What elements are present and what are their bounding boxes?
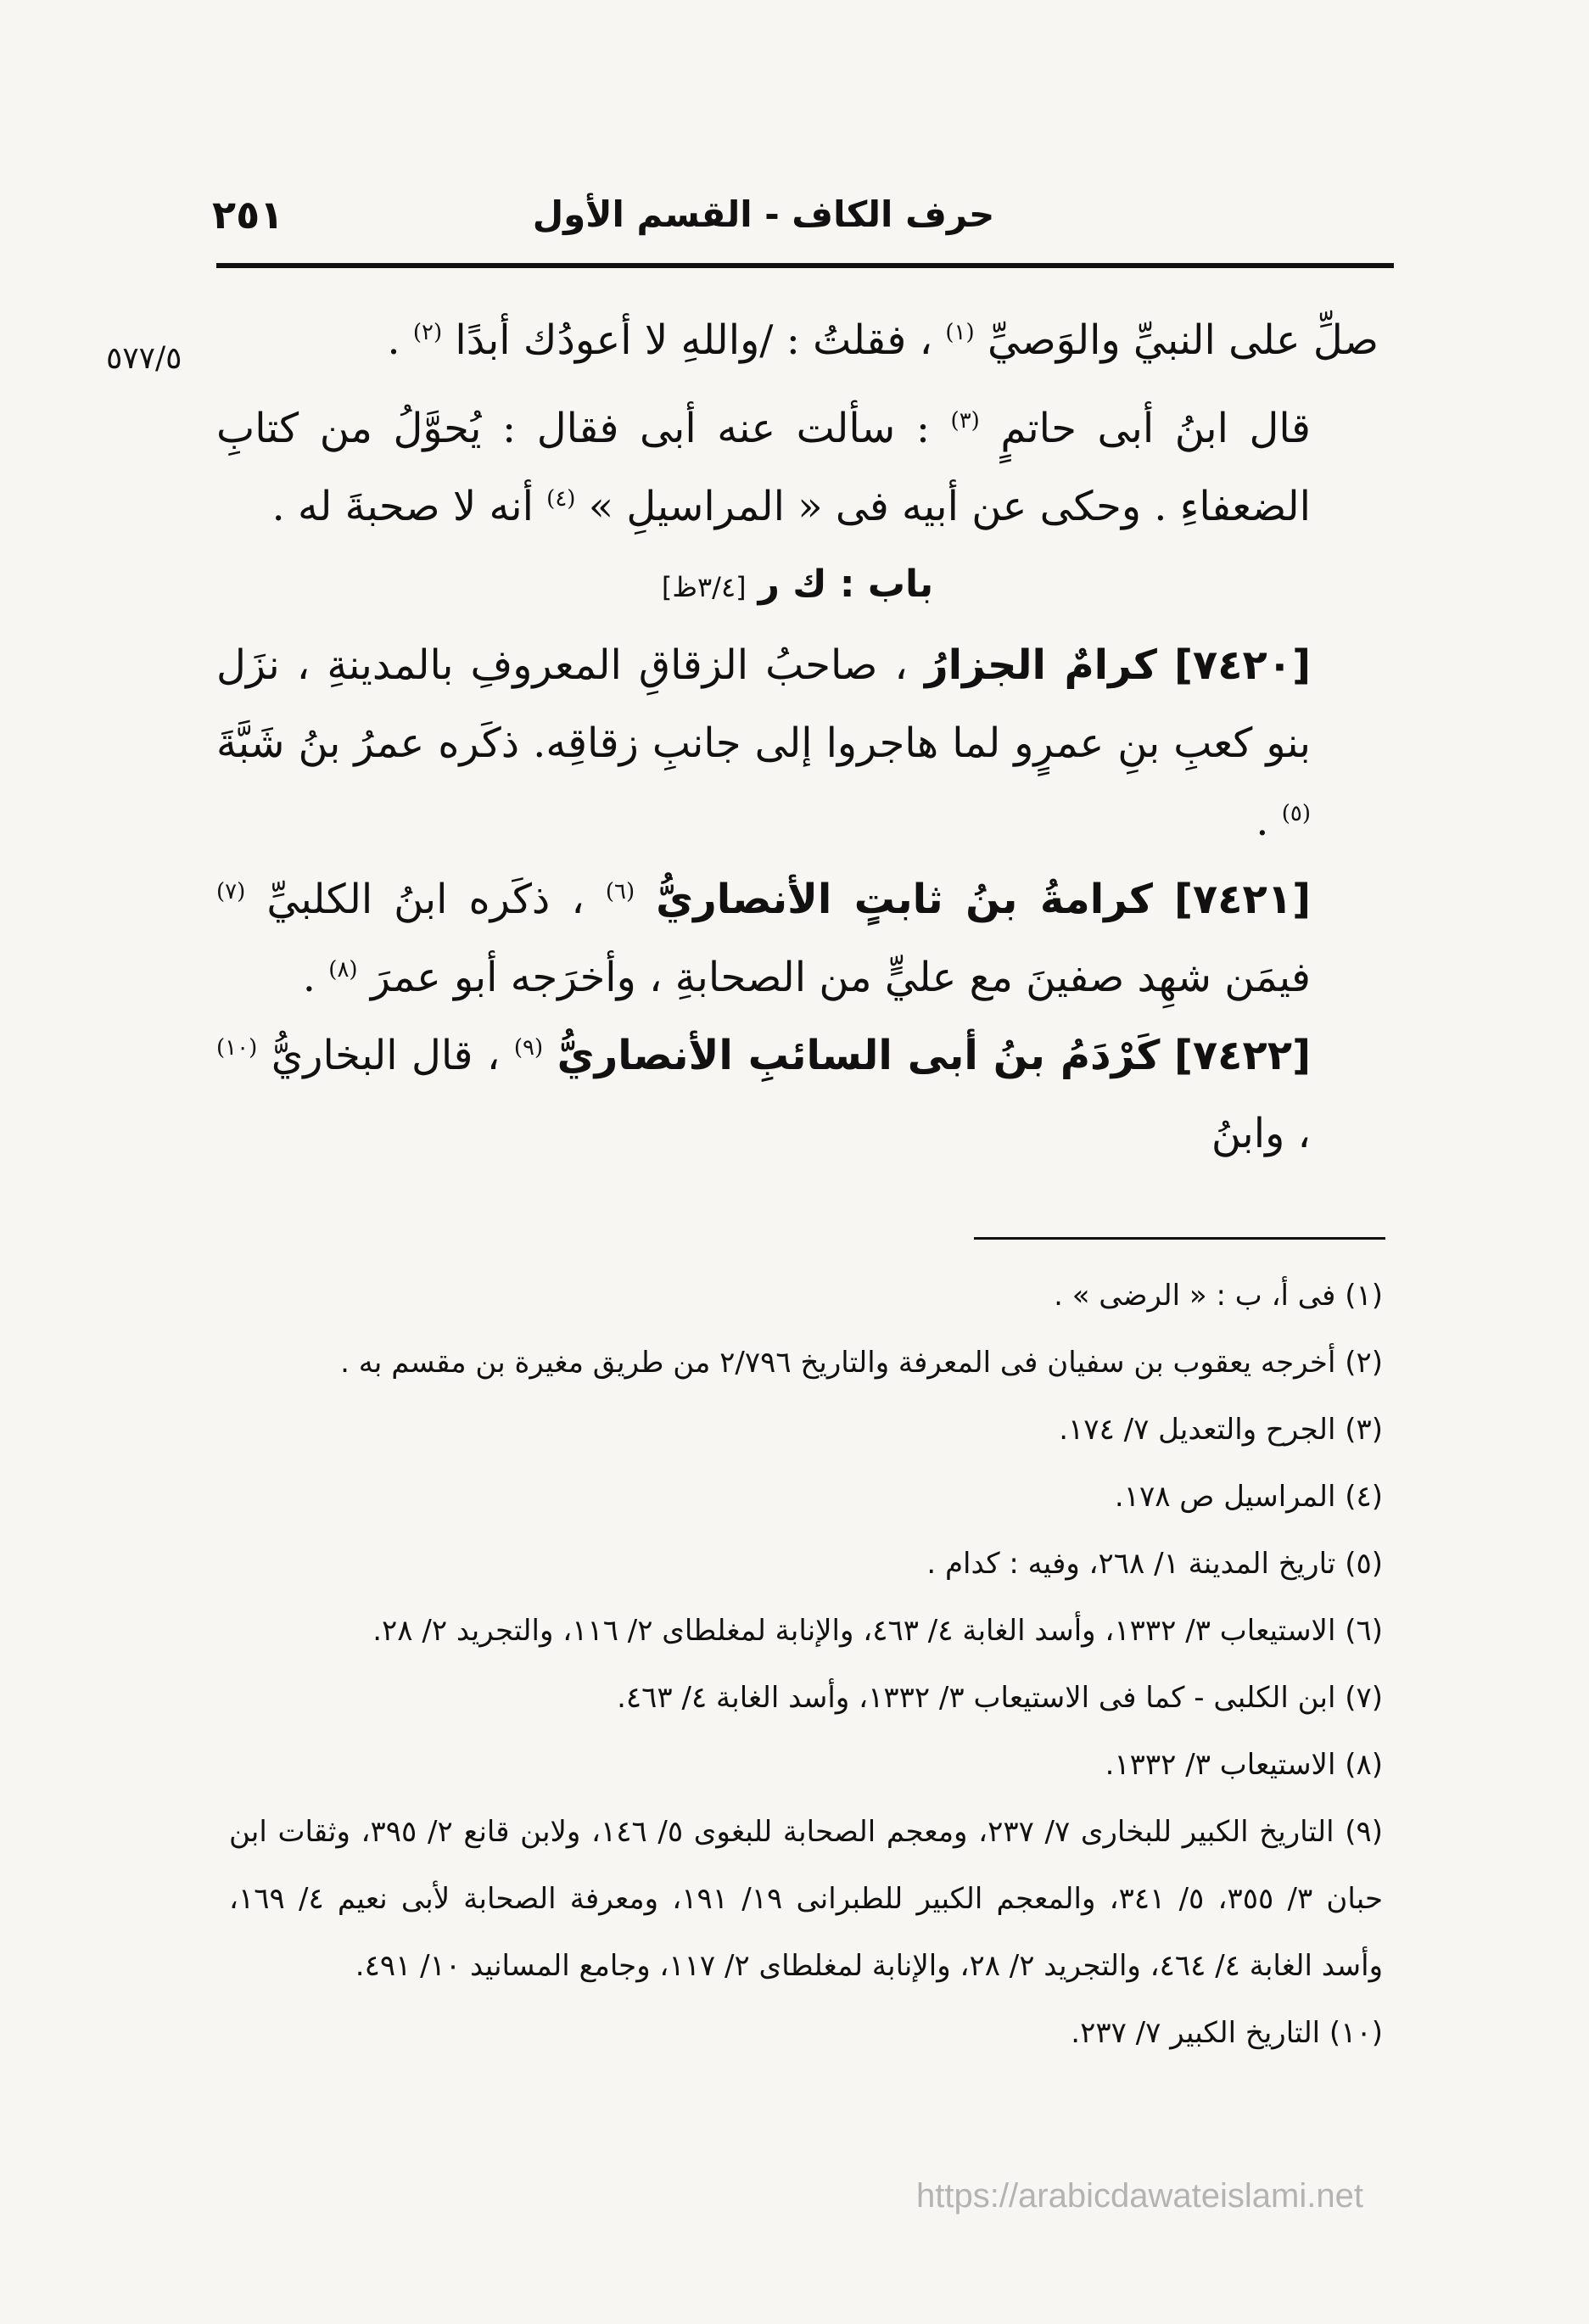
entry-number: [٧٤٢١] <box>1173 876 1312 923</box>
entry-7422: [٧٤٢٢] كَرْدَمُ بنُ أبى السائبِ الأنصاريُّ $^{(٩)}$ ، قال البخاريُّ $^{(١٠)}$ ، وابنُ <box>216 1032 1311 1157</box>
footnote: (٦) الاستيعاب ٣/ ١٣٣٢، وأسد الغابة ٤/ ٤٦٣، والإنابة لمغلطاى ٢/ ١١٦، والتجريد ٢/ ٢٨. <box>372 1614 1383 1648</box>
footnote: (١٠) التاريخ الكبير ٧/ ٢٣٧. <box>1071 2016 1383 2050</box>
footnote: (٧) ابن الكلبى - كما فى الاستيعاب ٣/ ١٣٣٢، وأسد الغابة ٤/ ٤٦٣. <box>617 1681 1383 1715</box>
running-header-title: حرف الكاف - القسم الأول <box>532 193 995 235</box>
watermark-url: https://arabicdawateislami.net <box>916 2177 1363 2215</box>
footnote-ref: (٤) <box>546 486 576 512</box>
footnote-ref: (١) <box>945 320 975 345</box>
entry-name: كرامةُ بنُ ثابتٍ الأنصاريُّ <box>656 876 1153 923</box>
entry-name: كَرْدَمُ بنُ أبى السائبِ الأنصاريُّ <box>557 1032 1161 1079</box>
body-text <box>216 301 1379 1173</box>
footnote-ref: (٣) <box>950 408 980 434</box>
footnote: (٣) الجرح والتعديل ٧/ ١٧٤. <box>1059 1413 1383 1447</box>
page-number: ٢٥١ <box>212 192 284 238</box>
header-rule <box>216 263 1394 268</box>
footnotes <box>229 1263 1383 2067</box>
footnote: (٥) تاريخ المدينة ١/ ٢٦٨، وفيه : كدام . <box>926 1547 1383 1581</box>
entry-name: كرامٌ الجزارُ <box>924 641 1157 689</box>
entry-number: [٧٤٢٢] <box>1173 1032 1311 1079</box>
footnote-ref: (٦) <box>605 879 635 904</box>
section-heading-ref: [٣/٤ظ] <box>661 571 747 603</box>
footnote-ref: (٧) <box>216 879 246 904</box>
entry-7420: [٧٤٢٠] كرامٌ الجزارُ ، صاحبُ الزقاقِ المعروفِ بالمدينةِ ، نزَل بنو كعبِ بنِ عمرٍو لما هاجروا إلى جانبِ زقاقِه. ذكَره عمرُ بنُ شَبَّةَ $^{(٥)}$ . <box>216 641 1312 845</box>
footnote: (٤) المراسيل ص ١٧٨. <box>1114 1480 1383 1514</box>
footnote-ref: (٨) <box>328 957 358 983</box>
footnote-ref: (٩) <box>513 1035 544 1061</box>
body-line-1: صلِّ على النبيِّ والوَصيِّ $^{(١)}$ ، فقلتُ : /واللهِ لا أعودُك أبدًا $^{(٢)}$ . <box>387 316 1379 364</box>
section-heading <box>216 546 1379 626</box>
footnote: (١) فى أ، ب : « الرضى » . <box>1054 1279 1383 1313</box>
entry-number: [٧٤٢٠] <box>1173 641 1312 689</box>
margin-reference: ٥٧٧/٥ <box>106 341 182 376</box>
footnote: (٩) التاريخ الكبير للبخارى ٧/ ٢٣٧، ومعجم الصحابة للبغوى ٥/ ١٤٦، ولابن قانع ٢/ ٣٩٥، وثقات ابن حبان ٣/ ٣٥٥، ٥/ ٣٤١، والمعجم الكبير للطبرانى ١٩/ ١٩١، ومعرفة الصحابة لأبى نعيم ٤/ ١٦٩، وأسد الغابة ٤/ ٤٦٤، والتجريد ٢/ ٢٨، والإنابة لمغلطاى ٢/ ١١٧، وجامع المسانيد ١٠/ ٤٩١. <box>229 1815 1384 1983</box>
footnote: (٢) أخرجه يعقوب بن سفيان فى المعرفة والتاريخ ٢/٧٩٦ من طريق مغيرة بن مقسم به . <box>340 1346 1383 1380</box>
footnote: (٨) الاستيعاب ٣/ ١٣٣٢. <box>1105 1748 1383 1782</box>
footnote-ref: (٢) <box>412 320 443 345</box>
section-heading-label: باب : ك ر <box>758 563 934 606</box>
footnote-rule <box>974 1237 1385 1240</box>
body-paragraph-2: قال ابنُ أبى حاتمٍ $^{(٣)}$ : سألت عنه أبى فقال : يُحوَّلُ من كتابِ الضعفاءِ . وحكى عن أبيه فى « المراسيلِ » $^{(٤)}$ أنه لا صحبةَ له . <box>216 405 1311 530</box>
footnote-ref: (١٠) <box>216 1035 258 1061</box>
entry-7421: [٧٤٢١] كرامةُ بنُ ثابتٍ الأنصاريُّ $^{(٦)}$ ، ذكَره ابنُ الكلبيِّ $^{(٧)}$ فيمَن شهِد صفينَ مع عليٍّ من الصحابةِ ، وأخرَجه أبو عمرَ $^{(٨)}$ . <box>216 876 1312 1001</box>
footnote-ref: (٥) <box>1281 801 1311 826</box>
